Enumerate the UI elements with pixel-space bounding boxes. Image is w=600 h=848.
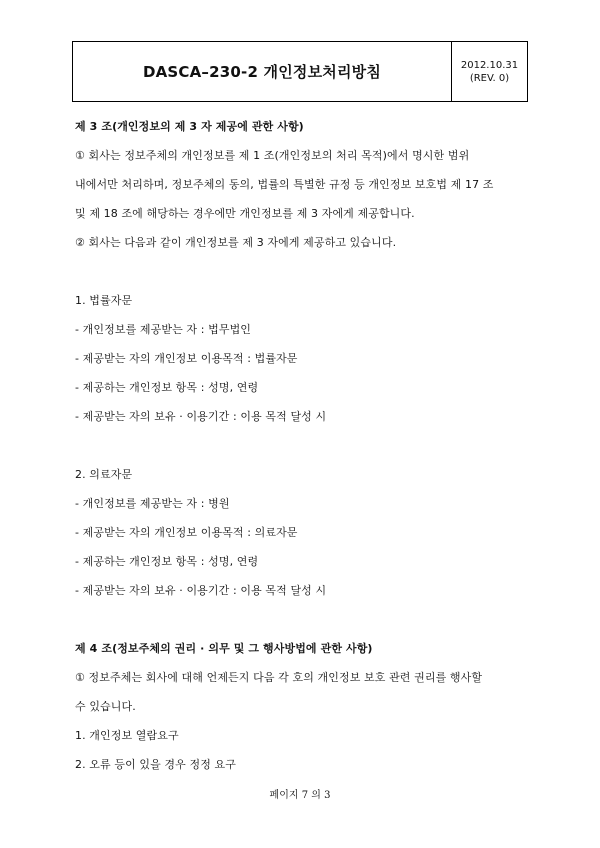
list-item: 2. 오류 등이 있을 경우 정정 요구: [75, 758, 236, 771]
section-heading-3: 제 3 조(개인정보의 제 3 자 제공에 관한 사항): [75, 120, 304, 133]
list-heading: 1. 법률자문: [75, 294, 133, 307]
list-item: - 제공받는 자의 개인정보 이용목적 : 의료자문: [75, 526, 298, 539]
document-title: DASCA–230-2 개인정보처리방침: [142, 63, 382, 81]
revision-box: [451, 42, 527, 101]
list-item: - 제공하는 개인정보 항목 : 성명, 연령: [75, 381, 259, 394]
body-line: 내에서만 처리하며, 정보주체의 동의, 법률의 특별한 규정 등 개인정보 보호법 제 17 조: [75, 178, 494, 191]
body-line: 수 있습니다.: [75, 700, 136, 713]
list-item: - 제공받는 자의 보유 · 이용기간 : 이용 목적 달성 시: [75, 584, 327, 597]
list-item: - 제공받는 자의 개인정보 이용목적 : 법률자문: [75, 352, 298, 365]
revision-number: (REV. 0): [469, 72, 510, 84]
list-item: - 개인정보를 제공받는 자 : 병원: [75, 497, 230, 510]
revision-date: 2012.10.31: [460, 59, 519, 71]
list-item: - 제공하는 개인정보 항목 : 성명, 연령: [75, 555, 259, 568]
body-line: ① 정보주체는 회사에 대해 언제든지 다음 각 호의 개인정보 보호 관련 권리를 행사할: [75, 671, 483, 684]
body-line: ② 회사는 다음과 같이 개인정보를 제 3 자에게 제공하고 있습니다.: [75, 236, 397, 249]
list-item: - 제공받는 자의 보유 · 이용기간 : 이용 목적 달성 시: [75, 410, 327, 423]
document-header: [72, 41, 528, 102]
section-heading-4: 제 4 조(정보주체의 권리 · 의무 및 그 행사방법에 관한 사항): [75, 642, 373, 655]
body-line: ① 회사는 정보주체의 개인정보를 제 1 조(개인정보의 처리 목적)에서 명시한 범위: [75, 149, 470, 162]
list-item: 1. 개인정보 열람요구: [75, 729, 179, 742]
body-line: 및 제 18 조에 해당하는 경우에만 개인정보를 제 3 자에게 제공합니다.: [75, 207, 415, 220]
list-heading: 2. 의료자문: [75, 468, 133, 481]
page-number: 페이지 7 의 3: [269, 790, 331, 801]
list-item: - 개인정보를 제공받는 자 : 법무법인: [75, 323, 252, 336]
